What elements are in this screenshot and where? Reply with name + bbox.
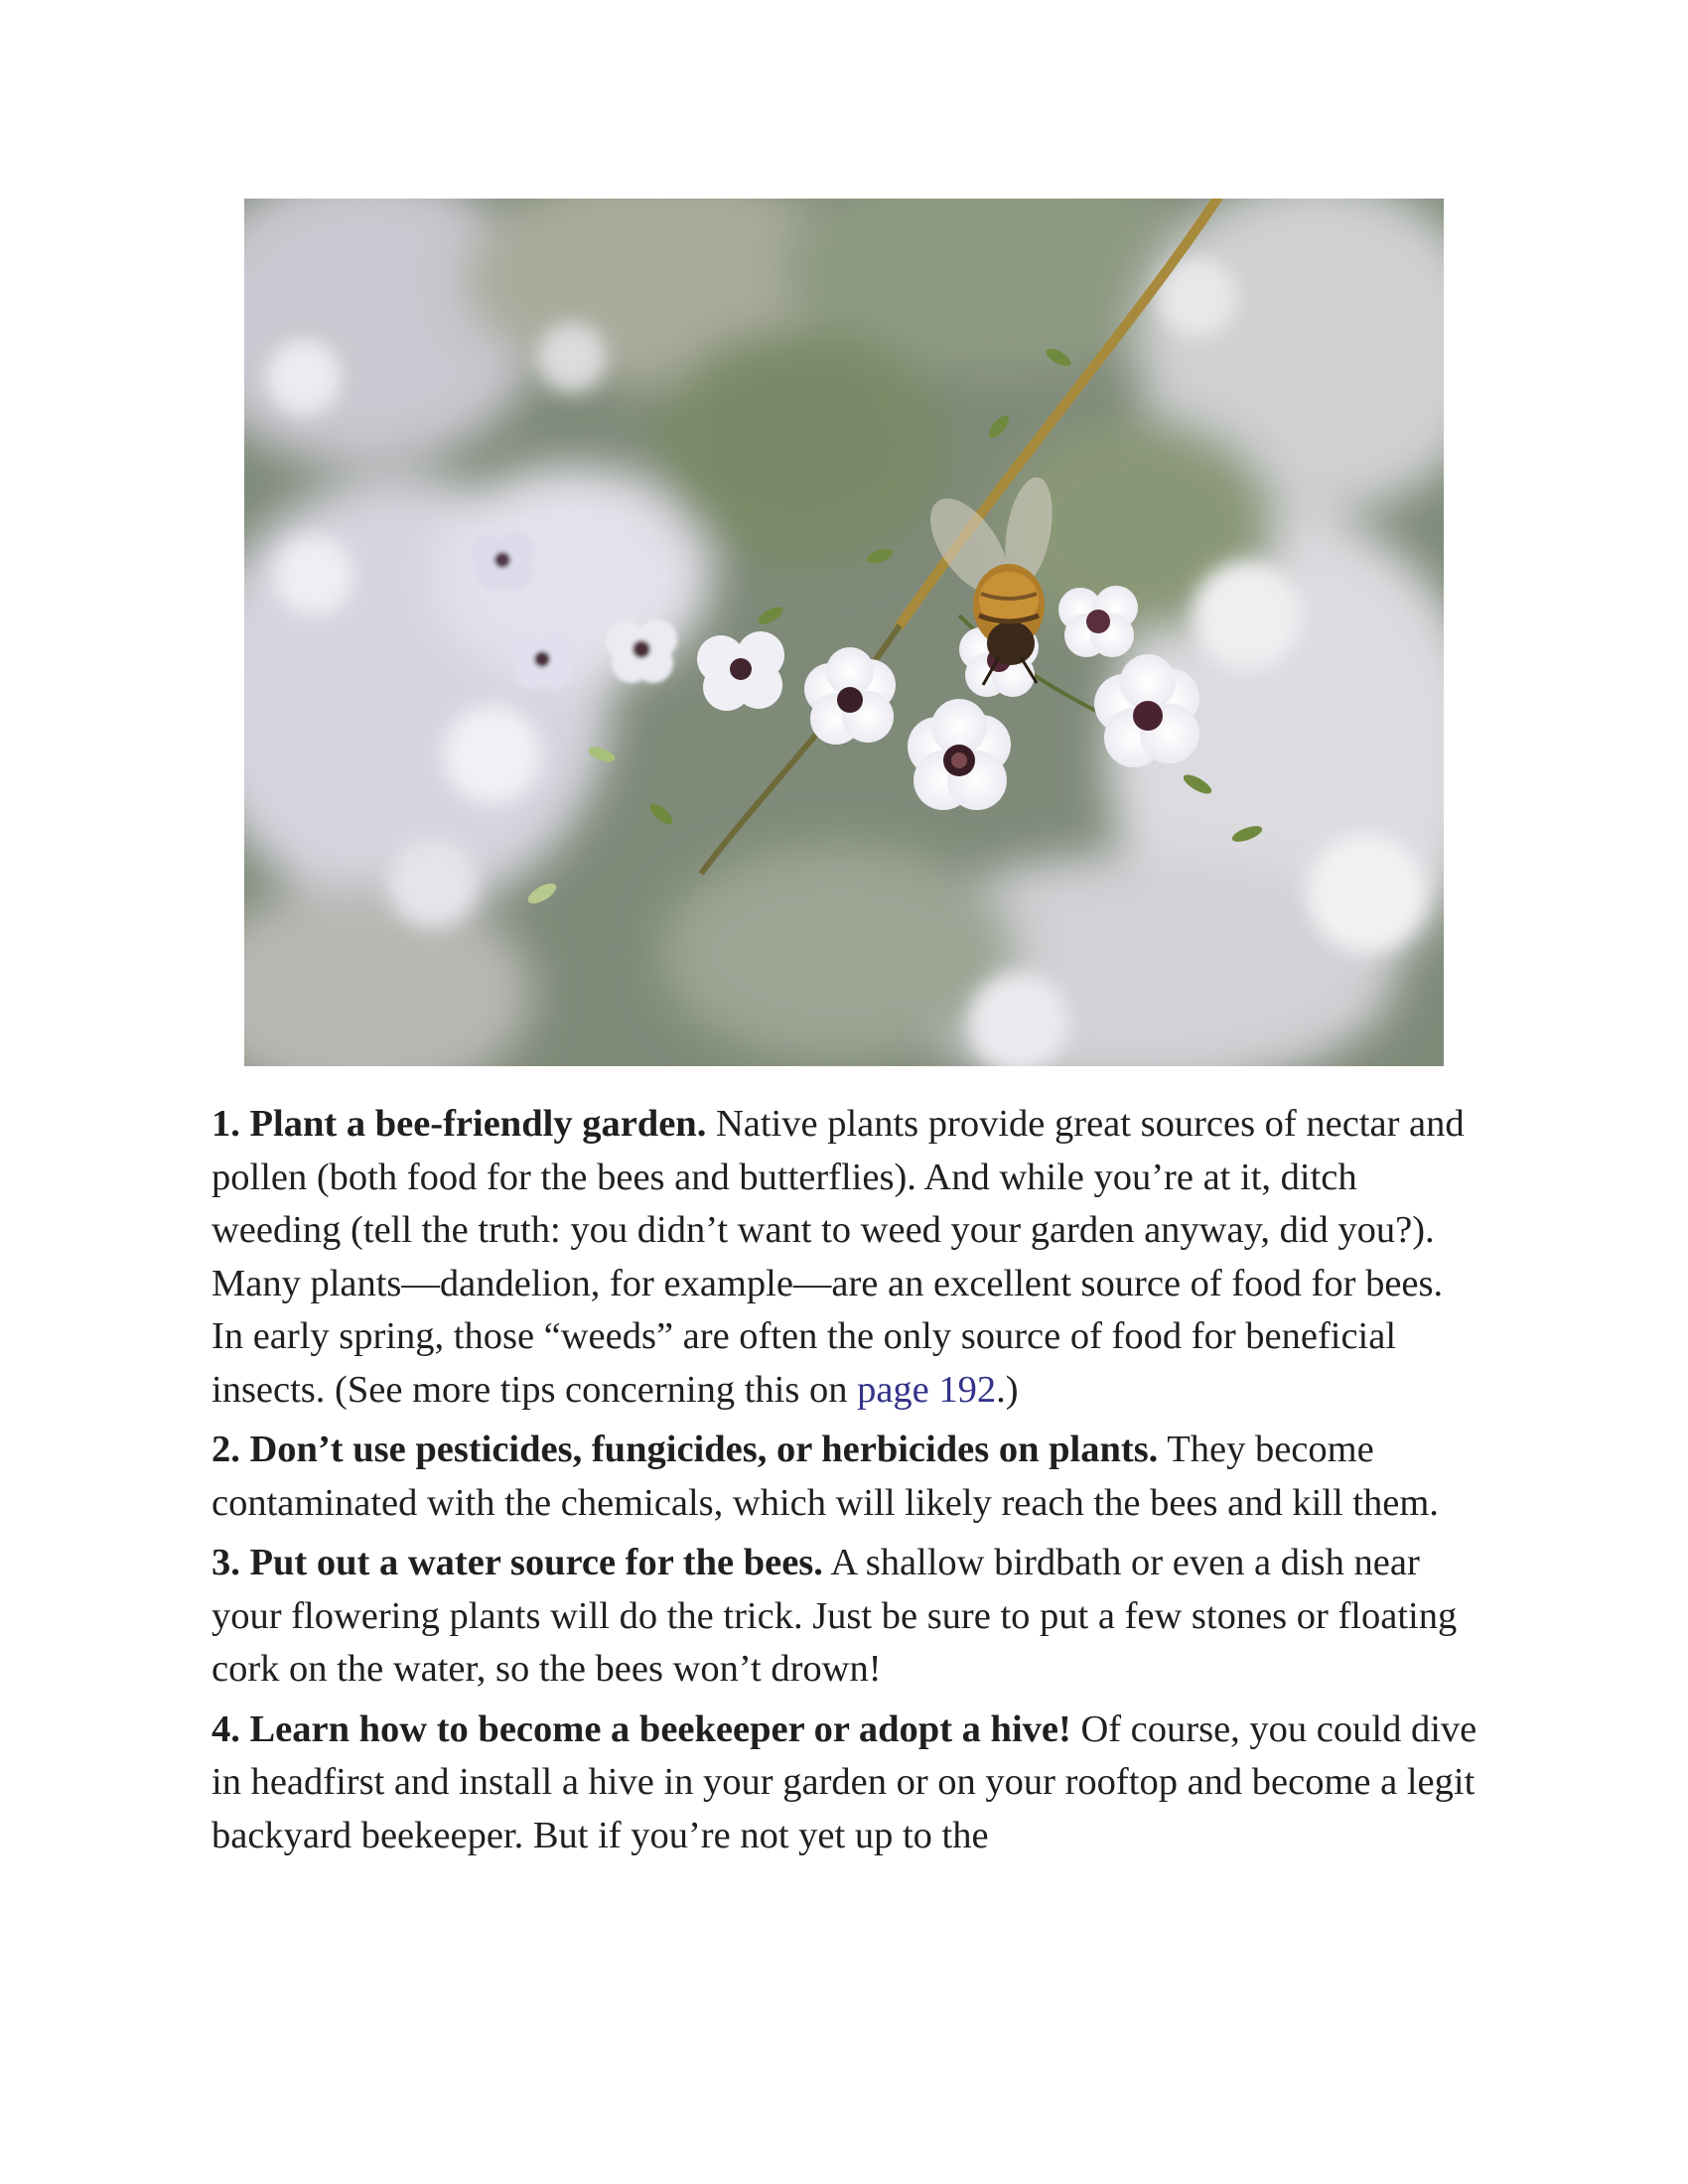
tip-1 bbox=[211, 1098, 1482, 1417]
tip-2-heading: 2. Don’t use pesticides, fungicides, or herbicides on plants. bbox=[211, 1429, 1159, 1470]
bee-on-flowers-photo bbox=[244, 199, 1444, 1066]
tips-list bbox=[211, 1098, 1482, 1869]
tip-1-heading: 1. Plant a bee-friendly garden. bbox=[211, 1103, 707, 1145]
page-192-link[interactable]: page 192 bbox=[857, 1368, 997, 1411]
tip-4-body: Of course, you could dive in headfirst and install a hive in your garden or on your rooftop and become a legit backyard beekeeper. But if you’re not yet up to the bbox=[211, 1707, 1477, 1856]
tip-3-heading: 3. Put out a water source for the bees. bbox=[211, 1542, 823, 1583]
tip-1-body: Native plants provide great sources of nectar and pollen (both food for the bees and butterflies). And while you’re at it, ditch weeding (tell the truth: you didn’t want to weed your garden anyway, did you?). Many plants—dandelion, for example—are an excellent source of food for bees. In early spring, those “weeds” are often the only source of food for beneficial insects. (See more tips concerning this on bbox=[211, 1103, 1465, 1411]
tip-4-heading: 4. Learn how to become a beekeeper or adopt a hive! bbox=[211, 1707, 1071, 1750]
tip-3 bbox=[211, 1537, 1482, 1697]
tip-2 bbox=[211, 1424, 1482, 1530]
tip-4 bbox=[211, 1704, 1482, 1863]
tip-3-body: A shallow birdbath or even a dish near your flowering plants will do the trick. Just be sure to put a few stones or floating cork on the water, so the bees won’t drown! bbox=[211, 1542, 1458, 1690]
tip-2-body: They become contaminated with the chemicals, which will likely reach the bees and kill them. bbox=[211, 1429, 1439, 1524]
tip-1-tail: .) bbox=[996, 1368, 1019, 1411]
